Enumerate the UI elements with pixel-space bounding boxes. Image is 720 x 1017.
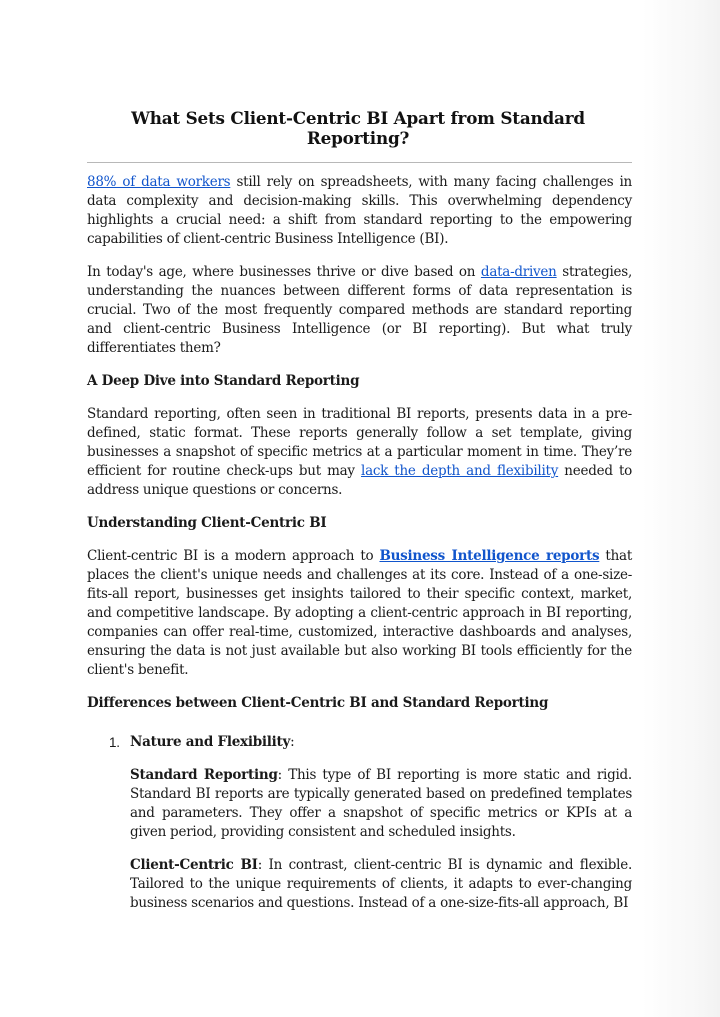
list-item-colon: : (290, 734, 295, 750)
client-centric-text: : In contrast, client-centric BI is dynamic and flexible. Tailored to the unique requirements of clients, it adapts to ever-changing business scenarios and questions. Instead of a one-size-fits-all approach, BI (130, 857, 632, 911)
bi-reports-link[interactable]: Business Intelligence reports (379, 548, 600, 564)
para2-before: In today's age, where businesses thrive or dive based on (87, 264, 481, 280)
section2-after: that places the client's unique needs and challenges at its core. Instead of a one-size-fits-all report, businesses get insights tailored to their specific context, market, and competitive landscape. By adopting a client-centric approach in BI reporting, companies can offer real-time, customized, interactive dashboards and analyses, ensuring the data is not just available but also working BI tools efficiently for the client's benefit. (87, 548, 632, 678)
section1-after: needed to address unique questions or concerns. (87, 463, 632, 498)
title-divider (87, 162, 632, 163)
list-item-nature-flexibility (87, 733, 632, 752)
page-edge-shade (642, 0, 720, 1017)
standard-reporting-heading: A Deep Dive into Standard Reporting (87, 373, 360, 389)
depth-flexibility-link[interactable]: lack the depth and flexibility (361, 463, 559, 479)
standard-reporting-detail (130, 766, 632, 842)
data-workers-link[interactable]: 88% of data workers (87, 174, 231, 190)
intro-paragraph (87, 173, 632, 249)
list-item-label: Nature and Flexibility (130, 734, 291, 750)
page-title: What Sets Client-Centric BI Apart from Standard Reporting? (131, 108, 585, 148)
data-driven-paragraph (87, 263, 632, 358)
para2-after: strategies, understanding the nuances between different forms of data representation is crucial. Two of the most frequently compared methods are standard reporting and client-centric Business Intelligence (or BI reporting). But what truly differentiates them? (87, 264, 632, 356)
client-centric-label: Client-Centric BI (130, 857, 258, 873)
list-number: 1. (109, 735, 120, 750)
intro-text: still rely on spreadsheets, with many facing challenges in data complexity and decision-making skills. This overwhelming dependency highlights a crucial need: a shift from standard reporting to the empowering capabilities of client-centric Business Intelligence (BI). (87, 174, 632, 247)
document-body (87, 108, 632, 927)
data-driven-link[interactable]: data-driven (480, 264, 557, 280)
section2-before: Client-centric BI is a modern approach to (87, 548, 380, 564)
client-centric-heading: Understanding Client-Centric BI (87, 515, 327, 531)
client-centric-paragraph (87, 547, 632, 680)
standard-reporting-text: : This type of BI reporting is more static and rigid. Standard BI reports are typically generated based on predefined templates and parameters. They offer a snapshot of specific metrics or KPIs at a given period, providing consistent and scheduled insights. (130, 767, 632, 840)
standard-reporting-paragraph (87, 405, 632, 500)
client-centric-detail (130, 856, 632, 913)
standard-reporting-label: Standard Reporting (130, 767, 278, 783)
differences-heading: Differences between Client-Centric BI and Standard Reporting (87, 695, 549, 711)
section1-before: Standard reporting, often seen in traditional BI reports, presents data in a pre-defined, static format. These reports generally follow a set template, giving businesses a snapshot of specific metrics at a particular moment in time. They’re efficient for routine check-ups but may (87, 406, 632, 479)
